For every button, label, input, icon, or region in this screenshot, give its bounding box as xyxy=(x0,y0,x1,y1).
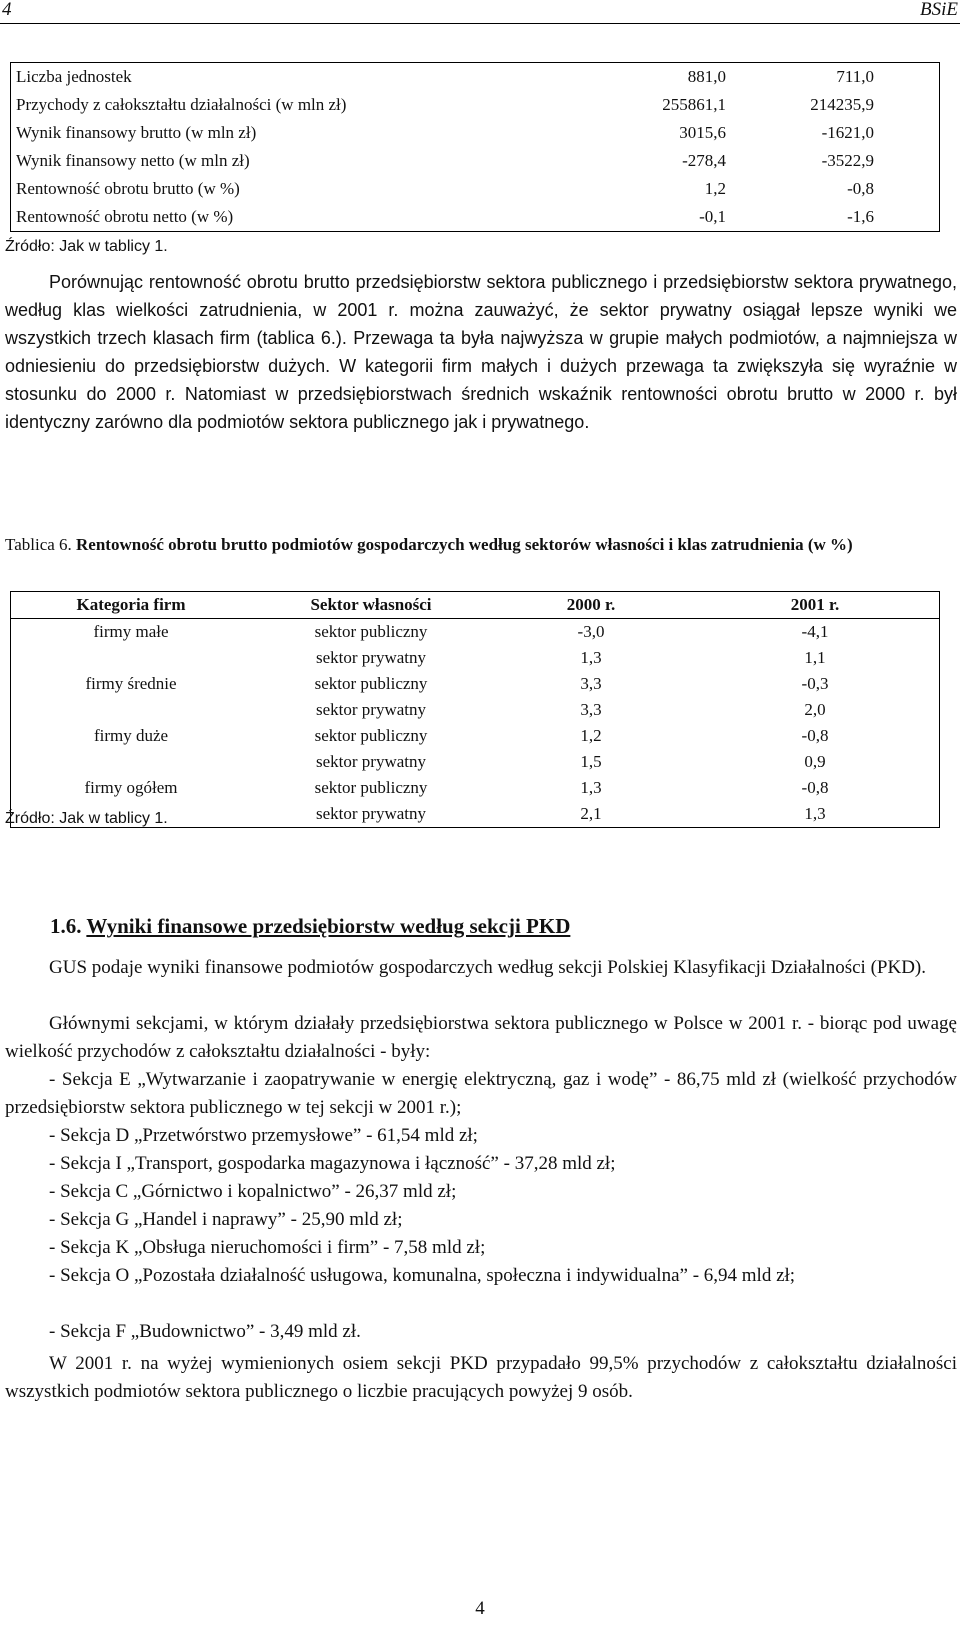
table6-header-2000: 2000 r. xyxy=(491,592,691,619)
table6-cell-y2000: 1,3 xyxy=(580,778,602,797)
table6-cell-cat xyxy=(11,697,252,723)
table-row xyxy=(11,63,940,92)
financial-summary-table xyxy=(10,62,940,232)
table-row xyxy=(11,175,940,203)
list-item-section-g: - Sekcja G „Handel i naprawy” - 25,90 mld zł; xyxy=(49,1209,403,1230)
table-cell-v2: -1,6 xyxy=(847,207,874,226)
table-cell-label: Wynik finansowy netto (w mln zł) xyxy=(16,151,250,170)
table-cell-v1: 881,0 xyxy=(687,67,726,86)
table6-cell-y2000: 3,3 xyxy=(580,674,602,693)
table6-cell-y2001: 1,3 xyxy=(804,804,826,823)
table-cell-v1: 1,2 xyxy=(704,179,726,198)
table6-cell-y2000: 2,1 xyxy=(580,804,602,823)
paragraph-comparison: Porównując rentowność obrotu brutto przedsiębiorstw sektora publicznego i przedsiębiorstw sektora prywatnego, według klas wielkości zatrudnienia, w 2001 r. można zauważyć, że sektor prywatny osiągał lepsze wyniki we wszystkich trzech klasach firm (tablica 6.). Przewaga ta była najwyższa w grupie małych podmiotów, a najmniejsza w odniesieniu do przedsiębiorstw dużych. W kategorii firm małych i dużych przewaga ta zwiększyła się wyraźnie w stosunku do 2000 r. Natomiast w przedsiębiorstwach średnich wskaźnik rentowności obrotu brutto w 2000 r. był identyczny zarówno dla podmiotów sektora publicznego jak i prywatnego. xyxy=(5,272,957,432)
source-note-1: Źródło: Jak w tablicy 1. xyxy=(5,238,168,255)
list-item-section-f: - Sekcja F „Budownictwo” - 3,49 mld zł. xyxy=(49,1321,361,1342)
table6-cell-y2000: 3,3 xyxy=(580,700,602,719)
paragraph-gus: GUS podaje wyniki finansowe podmiotów gospodarczych według sekcji Polskiej Klasyfikacji Działalności (PKD). xyxy=(49,957,926,978)
table-cell-v2: -3522,9 xyxy=(821,151,874,170)
table6-cell-y2000: 1,5 xyxy=(580,752,602,771)
table-cell-v1: 3015,6 xyxy=(679,123,726,142)
table6-cell-cat: firmy małe xyxy=(93,622,169,641)
table6-header-row xyxy=(11,592,940,619)
table6-cell-cat: firmy duże xyxy=(93,726,169,745)
table-cell-label: Przychody z całokształtu działalności (w mln zł) xyxy=(16,95,347,114)
list-item-section-d: - Sekcja D „Przetwórstwo przemysłowe” - 61,54 mld zł; xyxy=(49,1125,478,1146)
table-row xyxy=(11,749,940,775)
table-row xyxy=(11,147,940,175)
list-item-section-i: - Sekcja I „Transport, gospodarka magazynowa i łączność” - 37,28 mld zł; xyxy=(49,1153,616,1174)
table-cell-label: Wynik finansowy brutto (w mln zł) xyxy=(16,123,257,142)
table6-cell-sector: sektor prywatny xyxy=(315,752,426,771)
table6-cell-cat: firmy średnie xyxy=(85,674,177,693)
table6-cell-sector: sektor publiczny xyxy=(314,674,428,693)
table6-header-category: Kategoria firm xyxy=(11,592,252,619)
table6-cell-sector: sektor prywatny xyxy=(315,804,426,823)
table6-cell-sector: sektor prywatny xyxy=(315,700,426,719)
table-cell-v2: -0,8 xyxy=(847,179,874,198)
header-rule xyxy=(0,23,960,24)
table6-cell-y2000: -3,0 xyxy=(577,622,605,641)
table-cell-label: Rentowność obrotu netto (w %) xyxy=(16,207,234,226)
table-row xyxy=(11,697,940,723)
table6 xyxy=(10,591,940,828)
section-heading xyxy=(50,914,570,939)
table-cell-label: Liczba jednostek xyxy=(16,67,132,86)
table6-cell-y2000: 1,2 xyxy=(580,726,602,745)
table6-cell-cat xyxy=(11,645,252,671)
table-cell-v1: -0,1 xyxy=(699,207,726,226)
table6-cell-cat: firmy ogółem xyxy=(84,778,178,797)
table6-cell-sector: sektor publiczny xyxy=(314,726,428,745)
table-cell-v2: -1621,0 xyxy=(821,123,874,142)
header-tag: BSiE xyxy=(920,0,958,20)
table6-header-sector: Sektor własności xyxy=(251,592,491,619)
list-item-section-c: - Sekcja C „Górnictwo i kopalnictwo” - 26,37 mld zł; xyxy=(49,1181,457,1202)
page-header xyxy=(0,0,960,22)
table-row xyxy=(11,671,940,697)
table6-cell-sector: sektor publiczny xyxy=(314,778,428,797)
table6-cell-y2001: -0,8 xyxy=(801,778,829,797)
section-title: Wyniki finansowe przedsiębiorstw według sekcji PKD xyxy=(86,914,571,938)
table-cell-v1: -278,4 xyxy=(682,151,726,170)
section-number: 1.6. xyxy=(50,914,82,938)
table6-cell-y2001: 2,0 xyxy=(804,700,826,719)
table-row xyxy=(11,203,940,232)
table-cell-label: Rentowność obrotu brutto (w %) xyxy=(16,179,240,198)
table6-cell-y2001: -0,3 xyxy=(801,674,829,693)
table-row xyxy=(11,723,940,749)
table6-cell-y2001: -4,1 xyxy=(801,622,829,641)
table6-caption xyxy=(5,531,957,559)
table-row xyxy=(11,91,940,119)
source-note-2: Źródło: Jak w tablicy 1. xyxy=(5,810,168,827)
table-cell-v2: 214235,9 xyxy=(810,95,874,114)
table6-header-2001: 2001 r. xyxy=(691,592,940,619)
table-row xyxy=(11,775,940,801)
table6-prefix: Tablica 6. xyxy=(5,535,72,554)
list-item-section-o: - Sekcja O „Pozostała działalność usługowa, komunalna, społeczna i indywidualna” - 6,94 mld zł; xyxy=(49,1265,796,1286)
table-row xyxy=(11,119,940,147)
list-item-section-k: - Sekcja K „Obsługa nieruchomości i firm” - 7,58 mld zł; xyxy=(49,1237,486,1258)
table-cell-v1: 255861,1 xyxy=(662,95,726,114)
footer-page-number: 4 xyxy=(475,1598,485,1619)
table6-cell-y2001: -0,8 xyxy=(801,726,829,745)
table6-title: Rentowność obrotu brutto podmiotów gospodarczych według sektorów własności i klas zatrudnienia (w %) xyxy=(76,535,853,554)
table-row xyxy=(11,619,940,646)
table6-cell-y2000: 1,3 xyxy=(580,648,602,667)
table6-cell-y2001: 0,9 xyxy=(804,752,826,771)
table6-cell-sector: sektor publiczny xyxy=(314,622,428,641)
header-page-number: 4 xyxy=(2,0,12,20)
list-item-section-e: - Sekcja E „Wytwarzanie i zaopatrywanie w energię elektryczną, gaz i wodę” - 86,75 mld zł (wielkość przychodów przedsiębiorstw sektora publicznego w tej sekcji w 2001 r.); xyxy=(5,1069,957,1118)
table6-cell-cat xyxy=(11,749,252,775)
table6-cell-sector: sektor prywatny xyxy=(315,648,426,667)
paragraph-main-sections: Głównymi sekcjami, w którym działały przedsiębiorstwa sektora publicznego w Polsce w 2001 r. - biorąc pod uwagę wielkość przychodów z całokształtu działalności - były: xyxy=(5,1013,957,1062)
table-cell-v2: 711,0 xyxy=(836,67,874,86)
paragraph-summary: W 2001 r. na wyżej wymienionych osiem sekcji PKD przypadało 99,5% przychodów z całokształtu działalności wszystkich podmiotów sektora publicznego o liczbie pracujących powyżej 9 osób. xyxy=(5,1353,957,1402)
table-row xyxy=(11,645,940,671)
table6-cell-y2001: 1,1 xyxy=(804,648,826,667)
